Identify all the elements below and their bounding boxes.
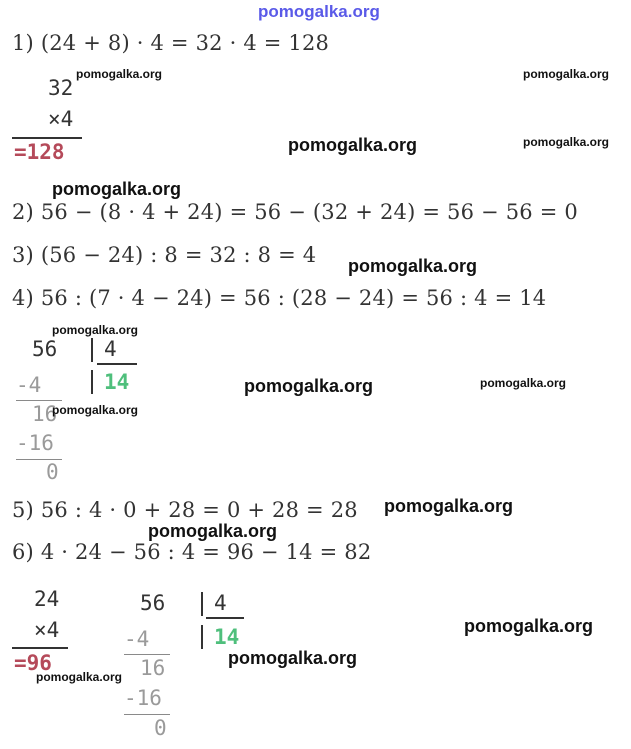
div2-quotient: 14: [214, 625, 240, 649]
div2-dividend: 56: [140, 591, 166, 615]
watermark: pomogalka.org: [523, 135, 610, 149]
watermark: pomogalka.org: [288, 135, 418, 155]
div1-sub2: -16: [16, 431, 54, 455]
div2-rule2: [124, 714, 170, 715]
mult2-result: =96: [14, 651, 52, 675]
equation-2: 2) 56 − (8 · 4 + 24) = 56 − (32 + 24) = 56 − 56 = 0: [12, 200, 578, 224]
mult1-factor: ×4: [48, 107, 74, 131]
equation-6: 6) 4 · 24 − 56 : 4 = 96 − 14 = 82: [12, 540, 372, 564]
div1-bar2: [91, 370, 93, 394]
equation-5: 5) 56 : 4 · 0 + 28 = 0 + 28 = 28: [12, 498, 358, 522]
div1-divisor-rule: [97, 363, 137, 365]
div1-rem1: 16: [32, 402, 58, 426]
mult2-rule: [12, 647, 68, 649]
watermark: pomogalka.org: [148, 521, 278, 541]
equation-1: 1) (24 + 8) · 4 = 32 · 4 = 128: [12, 31, 330, 55]
div2-rem1: 16: [140, 656, 166, 680]
watermark: pomogalka.org: [228, 648, 358, 668]
watermark: pomogalka.org: [52, 403, 139, 417]
div1-quotient: 14: [104, 370, 130, 394]
div1-sub1: -4: [16, 373, 42, 397]
div2-divisor: 4: [214, 591, 227, 615]
mult2-top: 24: [34, 587, 60, 611]
mult2-factor: ×4: [34, 618, 60, 642]
watermark: pomogalka.org: [480, 376, 567, 390]
div2-sub2: -16: [124, 686, 162, 710]
div2-divisor-rule: [206, 617, 244, 619]
div1-rule1: [16, 400, 62, 401]
div2-rule1: [124, 654, 170, 655]
watermark: pomogalka.org: [244, 376, 374, 396]
watermark: pomogalka.org: [523, 67, 610, 81]
equation-3: 3) (56 − 24) : 8 = 32 : 8 = 4: [12, 243, 317, 267]
div2-rem2: 0: [154, 716, 167, 740]
watermark: pomogalka.org: [384, 496, 514, 516]
watermark: pomogalka.org: [348, 256, 478, 276]
watermark: pomogalka.org: [36, 670, 123, 684]
div2-bar2: [201, 625, 203, 649]
div1-rem2: 0: [46, 460, 59, 484]
watermark: pomogalka.org: [52, 323, 139, 337]
watermark: pomogalka.org: [52, 179, 182, 199]
mult1-top: 32: [48, 76, 74, 100]
mult1-result: =128: [14, 140, 65, 164]
watermark: pomogalka.org: [76, 67, 163, 81]
watermark: pomogalka.org: [464, 616, 594, 636]
div2-sub1: -4: [124, 627, 150, 651]
div1-divisor: 4: [104, 337, 117, 361]
div1-dividend: 56: [32, 337, 58, 361]
watermark-top: pomogalka.org: [258, 2, 380, 21]
mult1-rule: [12, 137, 82, 139]
div1-bar: [91, 338, 93, 362]
div2-bar: [201, 592, 203, 616]
equation-4: 4) 56 : (7 · 4 − 24) = 56 : (28 − 24) = 56 : 4 = 14: [12, 286, 547, 310]
